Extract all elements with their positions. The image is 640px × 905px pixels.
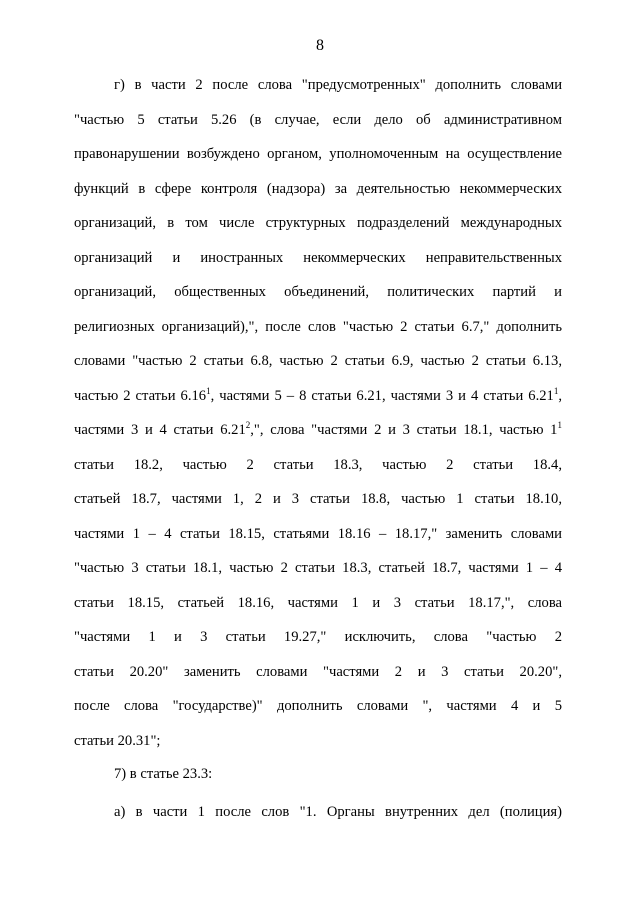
superscript-index: 1: [553, 385, 559, 396]
superscript-index: 1: [557, 420, 562, 430]
text-line: "частью 3 статьи 18.1, частью 2 статьи 18.3, статьей 18.7, частями 1 – 4: [74, 560, 562, 576]
text-line: г) в части 2 после слова "предусмотренных" дополнить словами: [114, 77, 562, 93]
paragraph-a: [74, 802, 562, 837]
text-line: частями 1 – 4 статьи 18.15, статьями 18.16 – 18.17," заменить словами: [74, 525, 562, 542]
text-line: статьи 20.20" заменить словами "частями 2 и 3 статьи 20.20",: [74, 663, 562, 680]
text-line: [74, 386, 562, 421]
item-7-heading: [74, 764, 562, 799]
text-line: 7) в статье 23.3:: [114, 766, 213, 782]
text-line: "частями 1 и 3 статьи 19.27," исключить, слова "частью 2: [74, 629, 562, 645]
superscript-index: 1: [206, 385, 211, 396]
text-line: [74, 420, 562, 455]
text-line: статьей 18.7, частями 1, 2 и 3 статьи 18.8, частью 1 статьи 18.10,: [74, 491, 562, 507]
text-line: функций в сфере контроля (надзора) за деятельностью некоммерческих: [74, 180, 562, 197]
text-segment: ,", слова "частями 2 и 3 статьи 18.1, частью 1: [250, 422, 558, 438]
text-line: религиозных организаций),", после слов "частью 2 статьи 6.7," дополнить: [74, 318, 562, 335]
text-segment: частью 2 статьи 6.16: [74, 387, 207, 404]
text-line: а) в части 1 после слов "1. Органы внутренних дел (полиция): [114, 804, 562, 820]
superscript-index: 2: [245, 420, 251, 430]
text-line: статьи 18.2, частью 2 статьи 18.3, частью 2 статьи 18.4,: [74, 456, 562, 473]
text-line: статьи 20.31";: [74, 732, 161, 749]
text-line: "частью 5 статьи 5.26 (в случае, если дело об административном: [74, 111, 562, 128]
text-line: статьи 18.15, статьей 18.16, частями 1 и 3 статьи 18.17,", слова: [74, 594, 562, 611]
text-line: организаций, общественных объединений, политических партий и: [74, 284, 562, 300]
text-segment: частями 3 и 4 статьи 6.21: [74, 422, 246, 438]
text-line: словами "частью 2 статьи 6.8, частью 2 статьи 6.9, частью 2 статьи 6.13,: [74, 353, 562, 369]
text-line: организаций, в том числе структурных подразделений международных: [74, 215, 562, 231]
text-segment: , частями 5 – 8 статьи 6.21, частями 3 и 4 статьи 6.21: [210, 387, 554, 404]
text-line: после слова "государстве)" дополнить словами ", частями 4 и 5: [74, 698, 562, 714]
text-line: организаций и иностранных некоммерческих неправительственных: [74, 249, 562, 266]
text-line: правонарушении возбуждено органом, уполномоченным на осуществление: [74, 146, 562, 162]
page-number: 8: [316, 37, 324, 54]
paragraph-g: [74, 75, 562, 765]
text-segment: ,: [558, 387, 562, 404]
